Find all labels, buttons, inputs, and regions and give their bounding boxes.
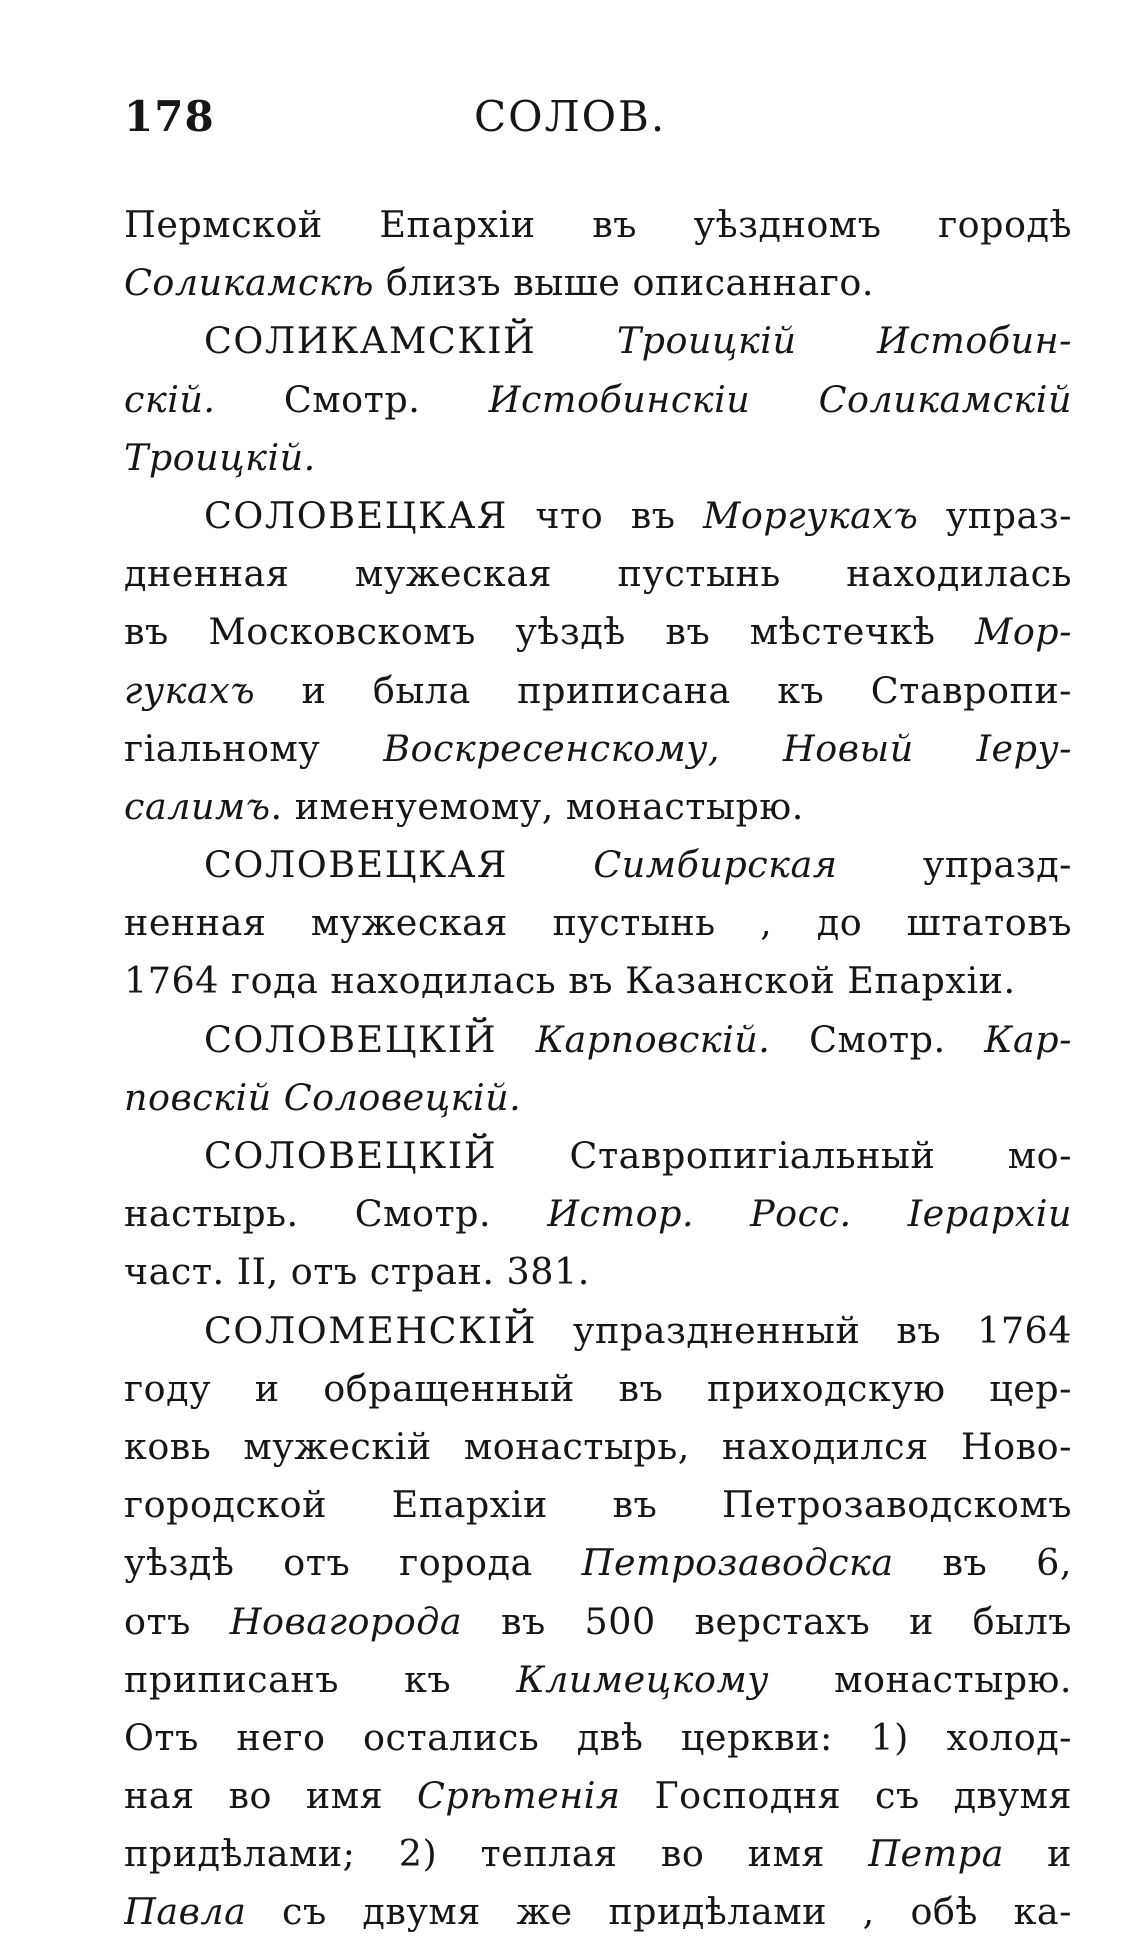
text-line	[124, 429, 1072, 487]
text-segment: и	[1003, 1832, 1072, 1876]
text-segment: гіальному	[124, 726, 384, 770]
text-segment: упраздненный въ 1764	[537, 1308, 1072, 1352]
text-line	[124, 254, 1072, 312]
text-segment: част. II, отъ стран. 381.	[124, 1250, 590, 1294]
text-segment: ная во имя	[124, 1774, 417, 1818]
headword: СОЛИКАМСКІЙ	[204, 319, 537, 363]
italic-text: скій.	[124, 377, 216, 421]
italic-text: Симбирская	[507, 843, 838, 887]
italic-text: Петра	[868, 1832, 1004, 1876]
text-segment: упраз-	[918, 493, 1072, 537]
text-line	[124, 1069, 1072, 1127]
text-line	[124, 1185, 1072, 1243]
text-line	[124, 894, 1072, 952]
text-line	[124, 545, 1072, 603]
text-segment: отъ	[124, 1599, 230, 1643]
headword: СОЛОВЕЦКАЯ	[204, 843, 508, 887]
text-segment: Пермской Епархіи въ уѣздномъ городѣ	[124, 203, 1072, 246]
text-segment: что въ	[507, 493, 703, 537]
text-line	[124, 603, 1072, 661]
text-segment: . именуемому, монастырю.	[270, 784, 804, 828]
italic-text: Срѣтенія	[417, 1774, 621, 1818]
italic-text: Истобинскіи Соликамскій	[488, 377, 1072, 421]
text-segment: Отъ него остались двѣ церкви: 1) холод-	[124, 1715, 1072, 1759]
text-line	[124, 487, 1072, 545]
italic-text: Мор-	[974, 610, 1072, 654]
italic-text: Соликамскѣ	[124, 261, 374, 305]
text-line	[124, 1825, 1072, 1883]
text-line	[124, 371, 1072, 429]
text-segment: настырь. Смотр.	[124, 1192, 548, 1236]
text-segment: съ двумя же придѣлами , обѣ ка-	[246, 1890, 1072, 1934]
text-segment: монастырю.	[768, 1657, 1072, 1701]
text-line	[124, 1302, 1072, 1360]
running-head: СОЛОВ.	[474, 92, 667, 141]
text-segment: городской Епархіи въ Петрозаводскомъ	[124, 1483, 1072, 1527]
text-segment: близъ выше описаннаго.	[373, 261, 874, 305]
headword: СОЛОВЕЦКІЙ	[204, 1017, 498, 1061]
italic-text: Климецкому	[516, 1657, 769, 1701]
text-line	[124, 1534, 1072, 1592]
italic-text: Павла	[124, 1890, 247, 1934]
text-segment: въ Московскомъ уѣздѣ въ мѣстечкѣ	[124, 610, 975, 654]
italic-text: Троицкій Истобин-	[536, 319, 1072, 363]
text-segment: Ставропигіальный мо-	[497, 1134, 1072, 1177]
italic-text: Новагорода	[229, 1599, 463, 1643]
text-segment: Смотр.	[215, 377, 489, 421]
text-segment: приписанъ къ	[124, 1657, 517, 1701]
italic-text: повскій Соловецкій.	[124, 1075, 522, 1119]
text-segment: ненная мужеская пустынь , до штатовъ	[124, 901, 1072, 945]
text-line	[124, 1243, 1072, 1301]
text-line	[124, 1127, 1072, 1185]
text-line	[124, 1767, 1072, 1825]
text-line	[124, 1593, 1072, 1651]
text-line	[124, 662, 1072, 720]
text-line	[124, 1476, 1072, 1534]
text-segment: въ 6,	[893, 1541, 1072, 1585]
italic-text: Моргукахъ	[703, 493, 919, 537]
text-line	[124, 196, 1072, 254]
headword: СОЛОВЕЦКАЯ	[204, 493, 508, 537]
text-segment: дненная мужеская пустынь находилась	[124, 552, 1072, 596]
text-line	[124, 312, 1072, 370]
text-line	[124, 1418, 1072, 1476]
page-number: 178	[124, 92, 215, 141]
text-segment: ковь мужескій монастырь, находился Ново-	[124, 1424, 1072, 1468]
headword: СОЛОВЕЦКІЙ	[204, 1134, 498, 1177]
text-line	[124, 836, 1072, 894]
text-line	[124, 720, 1072, 778]
text-line	[124, 1883, 1072, 1941]
italic-text: Воскресенскому, Новый Іеру-	[383, 726, 1072, 770]
text-segment: придѣлами; 2) теплая во имя	[124, 1832, 869, 1876]
text-line	[124, 778, 1072, 836]
text-line	[124, 1360, 1072, 1418]
text-segment: уѣздѣ отъ города	[124, 1541, 582, 1585]
italic-text: Троицкій.	[124, 435, 316, 479]
italic-text: Истор. Росс. Іерархіи	[547, 1192, 1072, 1236]
text-line	[124, 1011, 1072, 1069]
text-line	[124, 1709, 1072, 1767]
italic-text: салимъ	[124, 784, 271, 828]
text-segment: въ 500 верстахъ и былъ	[462, 1599, 1072, 1643]
italic-text: Петрозаводска	[581, 1541, 894, 1585]
text-segment: упразд-	[837, 843, 1072, 887]
italic-text: Карповскій.	[497, 1017, 771, 1061]
text-segment: и была приписана къ Ставропи-	[255, 668, 1072, 712]
text-line	[124, 1651, 1072, 1709]
italic-text: Кар-	[984, 1017, 1072, 1061]
italic-text: гукахъ	[124, 668, 256, 712]
text-segment: Смотр.	[770, 1017, 985, 1061]
page-header	[124, 92, 944, 158]
text-line	[124, 952, 1072, 1010]
text-segment: Господня съ двумя	[620, 1774, 1072, 1818]
text-segment: году и обращенный въ приходскую цер-	[124, 1366, 1072, 1410]
headword: СОЛОМЕНСКІЙ	[204, 1308, 538, 1352]
text-segment: 1764 года находилась въ Казанской Епархіи.	[124, 959, 1016, 1003]
dictionary-text	[124, 196, 1072, 1942]
